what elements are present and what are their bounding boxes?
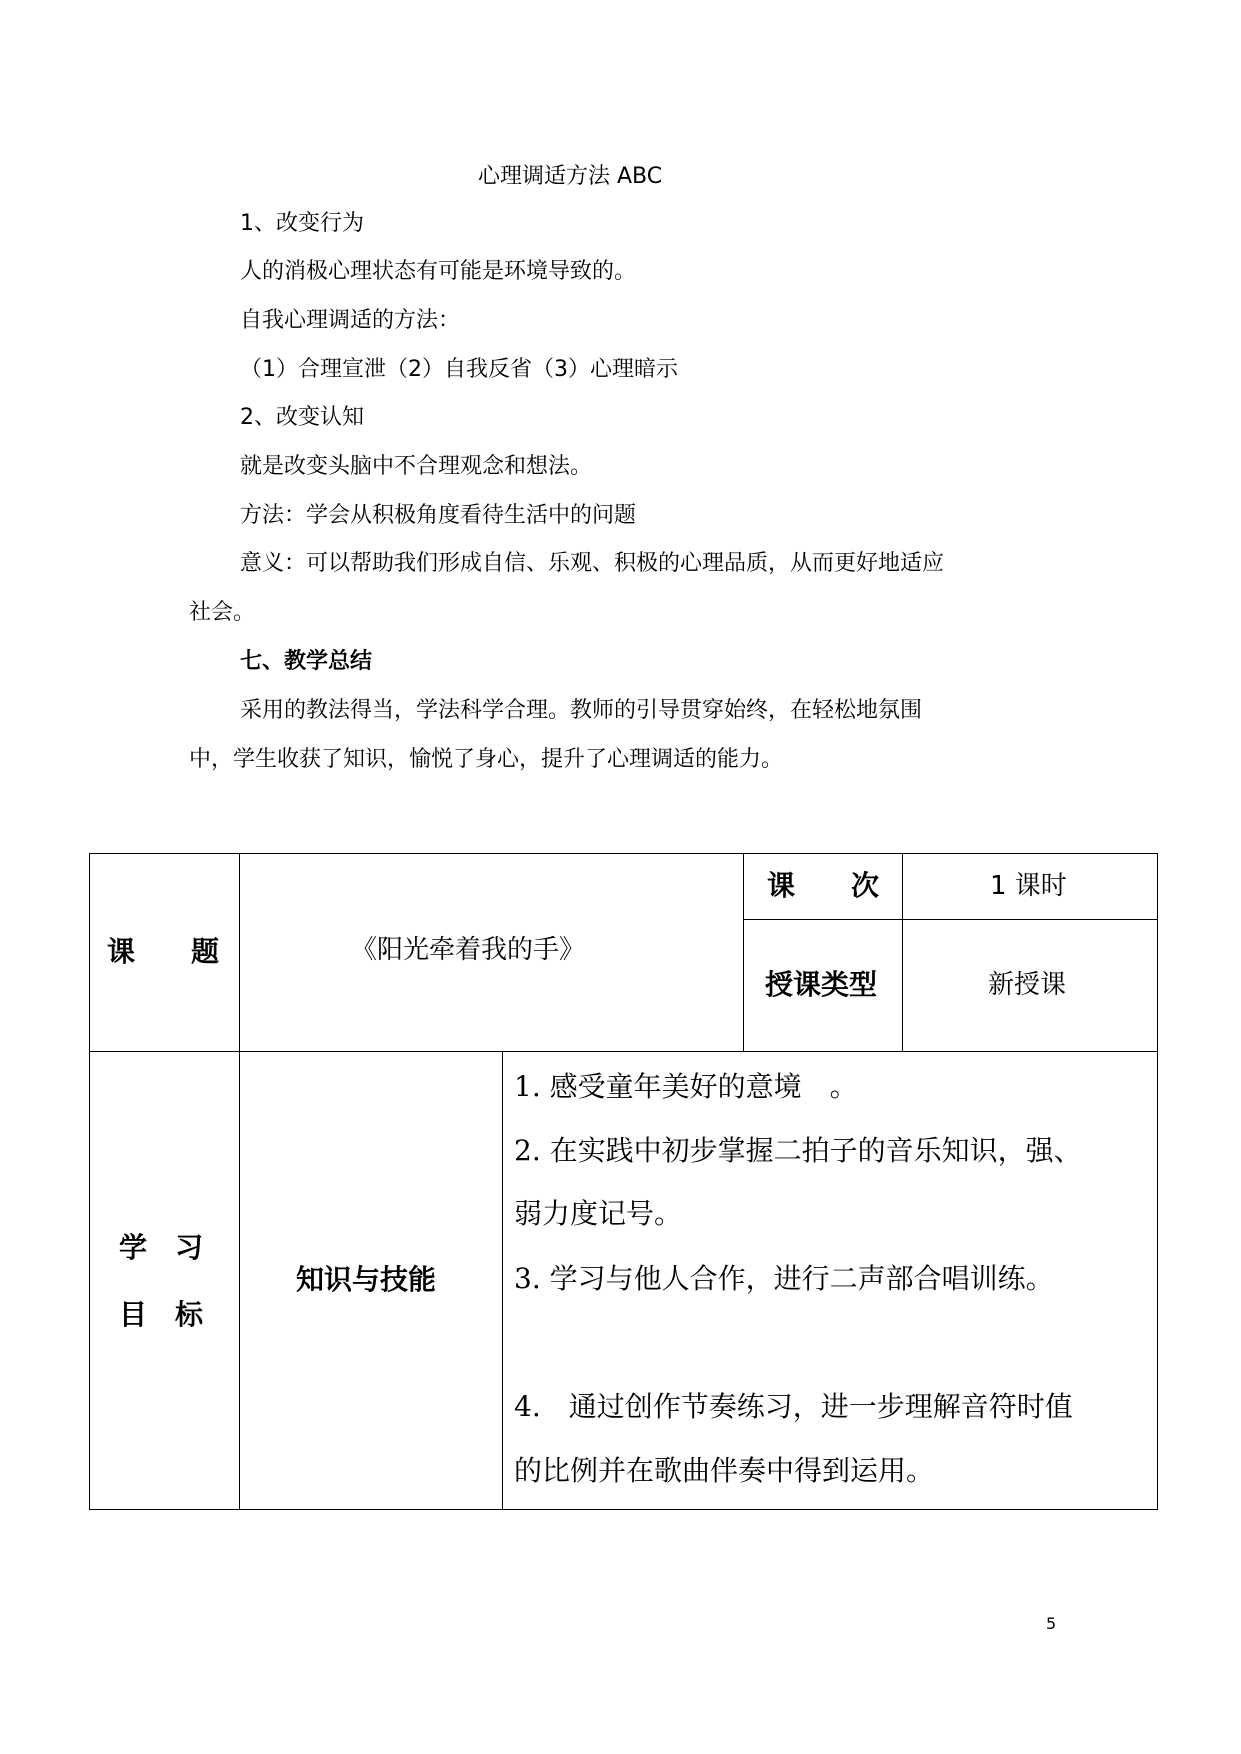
table-col-divider-3: [902, 853, 903, 1051]
skill-goal-4: 4. 通过创作节奏练习，进一步理解音符时值: [514, 1390, 1073, 1423]
paragraph-method: 方法：学会从积极角度看待生活中的问题: [240, 503, 637, 528]
table-border-bottom: [89, 1509, 1158, 1510]
section-heading-summary: 七、教学总结: [240, 649, 373, 674]
table-row-divider: [89, 1051, 1158, 1052]
paragraph-methods-list: （1）合理宣泄（2）自我反省（3）心理暗示: [240, 357, 678, 382]
paragraph-change-cognition: 2、改变认知: [240, 405, 364, 430]
topic-value: 《阳光牵着我的手》: [351, 935, 586, 965]
paragraph-summary: 采用的教法得当，学法科学合理。教师的引导贯穿始终，在轻松地氛围: [240, 698, 923, 723]
paragraph-change-behavior: 1、改变行为: [240, 211, 364, 236]
paragraph-environment: 人的消极心理状态有可能是环境导致的。: [240, 259, 637, 284]
skill-goal-2-cont: 弱力度记号。: [514, 1197, 683, 1230]
lesson-type-value: 新授课: [988, 970, 1067, 1000]
skill-goal-3: 3. 学习与他人合作，进行二声部合唱训练。: [514, 1262, 1054, 1295]
skill-goal-4-cont: 的比例并在歌曲伴奏中得到运用。: [514, 1454, 935, 1487]
paragraph-methods-heading: 自我心理调适的方法：: [240, 308, 461, 333]
session-label: 课 次: [767, 869, 880, 902]
paragraph-summary-cont: 中，学生收获了知识，愉悦了身心，提升了心理调适的能力。: [189, 747, 784, 772]
skills-label: 知识与技能: [296, 1263, 437, 1296]
goals-label-line2: 目 标: [119, 1298, 204, 1331]
table-border-right: [1157, 853, 1158, 1510]
skill-goal-2: 2. 在实践中初步掌握二拍子的音乐知识，强、: [514, 1134, 1082, 1167]
table-border-top: [89, 853, 1158, 854]
document-title: 心理调适方法 ABC: [478, 164, 663, 189]
lesson-type-label: 授课类型: [765, 968, 878, 1001]
lesson-table: [89, 853, 1158, 1510]
paragraph-meaning-cont: 社会。: [189, 600, 256, 625]
skill-goal-1: 1. 感受童年美好的意境 。: [514, 1070, 858, 1103]
page-number: 5: [1046, 1614, 1057, 1633]
table-col-divider-1: [239, 853, 240, 1510]
session-value: 1 课时: [990, 871, 1067, 901]
table-header-divider: [743, 919, 1158, 920]
table-col-divider-4: [502, 1051, 503, 1510]
table-border-left: [89, 853, 90, 1510]
paragraph-meaning: 意义：可以帮助我们形成自信、乐观、积极的心理品质，从而更好地适应: [240, 551, 945, 576]
table-col-divider-2: [743, 853, 744, 1051]
goals-label-line1: 学 习: [119, 1231, 204, 1264]
topic-label: 课 题: [107, 935, 220, 968]
paragraph-cognition-desc: 就是改变头脑中不合理观念和想法。: [240, 454, 593, 479]
